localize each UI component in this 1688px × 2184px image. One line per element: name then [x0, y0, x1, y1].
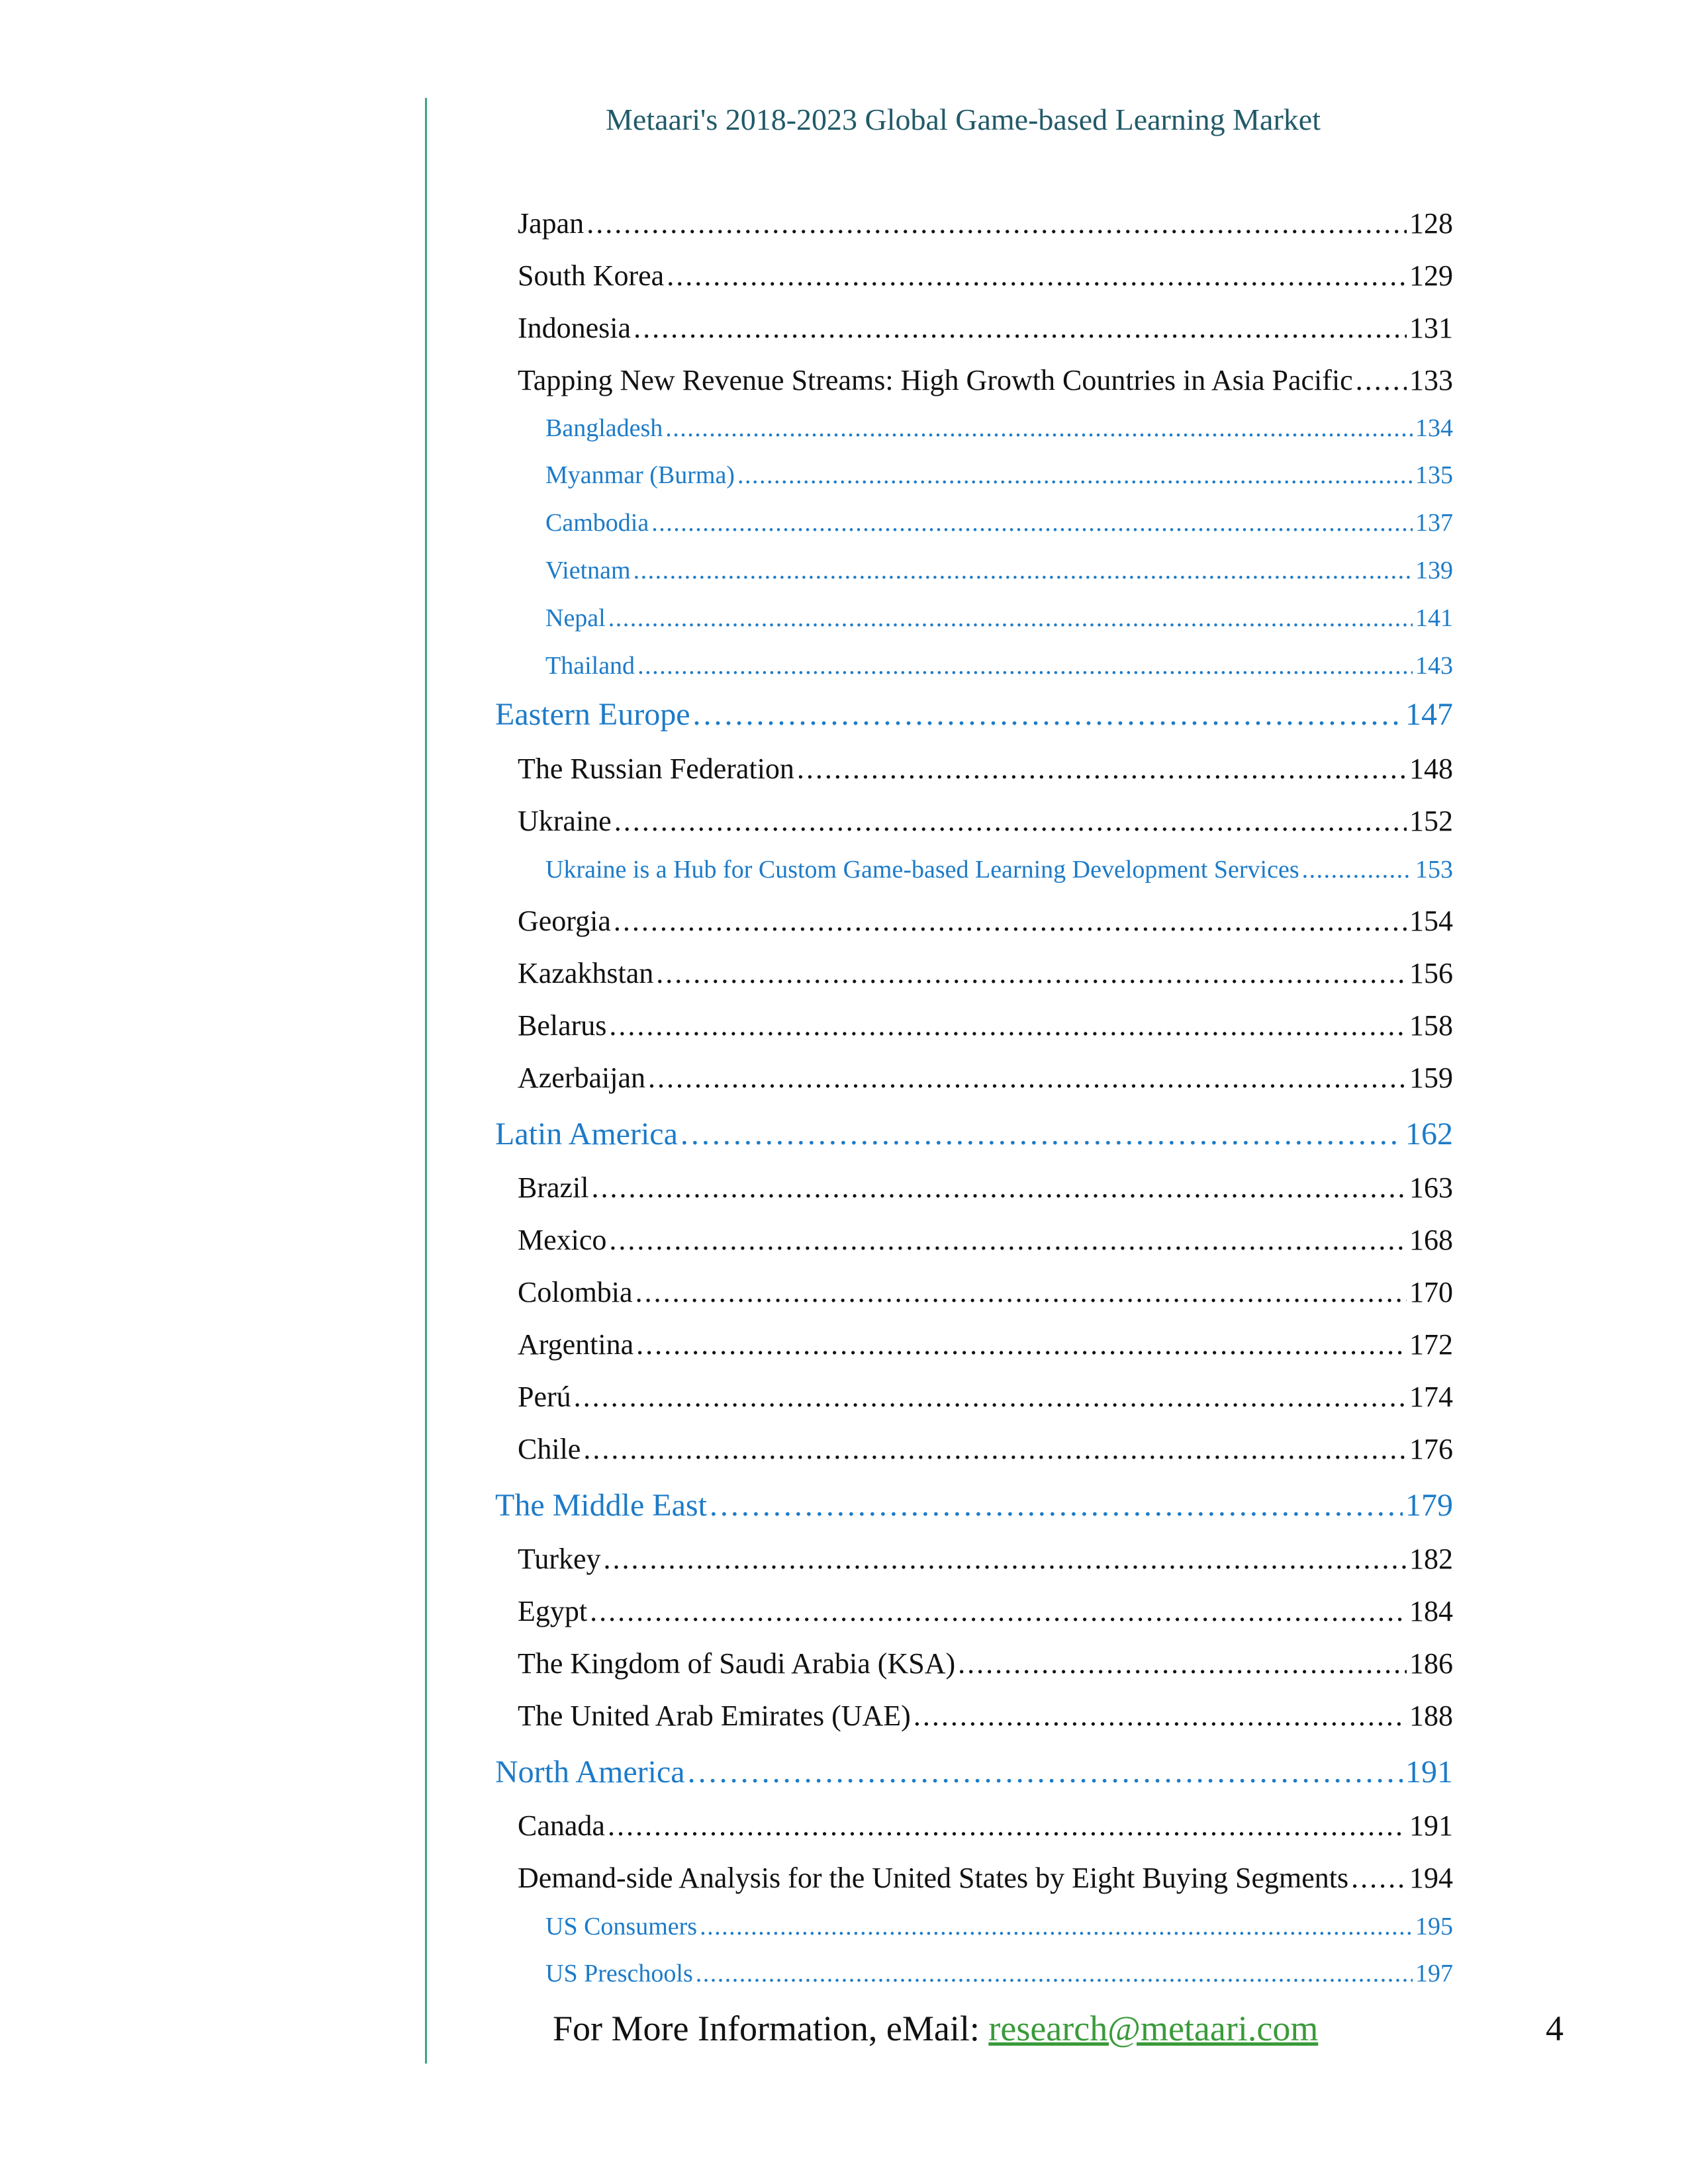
toc-entry-label: Myanmar (Burma)	[545, 461, 735, 489]
toc-entry-label: The Kingdom of Saudi Arabia (KSA)	[518, 1647, 956, 1680]
toc-entry-label: Argentina	[518, 1328, 634, 1361]
toc-entry-label: Japan	[518, 207, 585, 240]
toc-entry-label: Eastern Europe	[495, 697, 690, 732]
dot-leader	[609, 1009, 1407, 1042]
toc-entry[interactable]	[545, 414, 1453, 447]
dot-leader	[608, 604, 1413, 633]
toc-entry[interactable]	[518, 1542, 1453, 1579]
toc-entry-page: 159	[1409, 1062, 1453, 1094]
toc-entry-page: 162	[1405, 1116, 1453, 1152]
toc-entry-page: 184	[1409, 1595, 1453, 1627]
dot-leader	[665, 414, 1413, 443]
toc-entry-label: Ukraine is a Hub for Custom Game-based Learning Development Services	[545, 856, 1299, 884]
toc-entry[interactable]	[518, 1275, 1453, 1312]
dot-leader	[648, 1061, 1407, 1095]
toc-entry-page: 147	[1405, 697, 1453, 732]
dot-leader	[667, 259, 1407, 293]
dot-leader	[614, 804, 1407, 838]
dot-leader	[636, 1328, 1407, 1361]
toc-entry-label: Tapping New Revenue Streams: High Growth Countries in Asia Pacific	[518, 364, 1353, 396]
toc-entry-page: 179	[1405, 1488, 1453, 1523]
toc-entry-label: The Middle East	[495, 1488, 707, 1523]
toc-entry[interactable]	[545, 604, 1453, 637]
toc-entry-label: Bangladesh	[545, 414, 663, 442]
toc-entry-page: 153	[1415, 856, 1453, 884]
toc-entry[interactable]	[518, 1380, 1453, 1417]
toc-entry-page: 133	[1409, 364, 1453, 396]
dot-leader	[633, 311, 1407, 345]
toc-entry-label: Kazakhstan	[518, 957, 654, 989]
toc-entry[interactable]	[495, 696, 1453, 736]
toc-entry-page: 139	[1415, 557, 1453, 584]
toc-entry-label: US Preschools	[545, 1960, 693, 1987]
dot-leader	[710, 1487, 1403, 1524]
toc-entry-label: Azerbaijan	[518, 1062, 645, 1094]
toc-entry[interactable]	[545, 556, 1453, 589]
dot-leader	[592, 1171, 1407, 1205]
toc-entry-page: 172	[1409, 1328, 1453, 1361]
toc-entry-label: Thailand	[545, 652, 635, 680]
toc-entry-page: 152	[1409, 805, 1453, 837]
toc-entry[interactable]	[545, 651, 1453, 684]
toc-entry-page: 176	[1409, 1433, 1453, 1465]
toc-entry-label: Egypt	[518, 1595, 588, 1627]
toc-entry-page: 163	[1409, 1171, 1453, 1204]
toc-entry[interactable]	[518, 363, 1453, 400]
toc-entry-label: Mexico	[518, 1224, 607, 1256]
toc-entry-page: 197	[1415, 1960, 1453, 1987]
email-link[interactable]: research@metaari.com	[988, 2009, 1319, 2048]
toc-entry-label: Turkey	[518, 1543, 601, 1575]
toc-entry-label: Indonesia	[518, 312, 632, 344]
toc-entry[interactable]	[518, 1861, 1453, 1898]
toc-entry-page: 131	[1409, 312, 1453, 344]
toc-entry-label: Demand-side Analysis for the United States by Eight Buying Segments	[518, 1862, 1349, 1894]
dot-leader	[914, 1699, 1407, 1733]
page-footer	[553, 2005, 1318, 2052]
toc-entry-page: 135	[1415, 461, 1453, 489]
toc-entry-label: Latin America	[495, 1116, 678, 1152]
footer-prefix: For More Information, eMail:	[553, 2009, 989, 2048]
dot-leader	[633, 556, 1413, 585]
toc-entry-page: 174	[1409, 1381, 1453, 1413]
toc-entry-label: Canada	[518, 1809, 605, 1842]
toc-entry-page: 129	[1409, 259, 1453, 292]
toc-entry[interactable]	[495, 1116, 1453, 1156]
toc-entry[interactable]	[518, 259, 1453, 296]
toc-entry-label: The United Arab Emirates (UAE)	[518, 1700, 911, 1732]
dot-leader	[1351, 1861, 1407, 1895]
toc-entry-page: 156	[1409, 957, 1453, 989]
toc-entry-label: Vietnam	[545, 557, 631, 584]
dot-leader	[958, 1647, 1407, 1680]
toc-entry-page: 195	[1415, 1913, 1453, 1940]
toc-entry[interactable]	[518, 1061, 1453, 1098]
toc-entry-page: 182	[1409, 1543, 1453, 1575]
toc-entry-label: Perú	[518, 1381, 571, 1413]
toc-entry-label: Brazil	[518, 1171, 589, 1204]
toc-entry[interactable]	[518, 1432, 1453, 1469]
toc-entry-page: 137	[1415, 509, 1453, 537]
toc-entry-label: South Korea	[518, 259, 665, 292]
dot-leader	[797, 752, 1407, 786]
dot-leader	[574, 1380, 1407, 1414]
dot-leader	[696, 1959, 1413, 1988]
toc-entry[interactable]	[545, 1959, 1453, 1992]
toc-entry[interactable]	[545, 508, 1453, 541]
toc-entry-page: 141	[1415, 604, 1453, 632]
toc-entry-page: 191	[1409, 1809, 1453, 1842]
toc-entry[interactable]	[545, 855, 1453, 888]
dot-leader	[635, 1275, 1407, 1309]
dot-leader	[656, 956, 1407, 990]
dot-leader	[680, 1116, 1403, 1152]
dot-leader	[609, 1223, 1407, 1257]
dot-leader	[693, 696, 1403, 733]
toc-entry-page: 188	[1409, 1700, 1453, 1732]
toc-entry-page: 134	[1415, 414, 1453, 442]
dot-leader	[586, 206, 1407, 240]
dot-leader	[590, 1594, 1407, 1628]
dot-leader	[583, 1432, 1407, 1466]
toc-entry-page: 170	[1409, 1276, 1453, 1308]
dot-leader	[1302, 855, 1413, 884]
toc-entry[interactable]	[495, 1754, 1453, 1794]
toc-entry-page: 158	[1409, 1009, 1453, 1042]
toc-entry-label: Cambodia	[545, 509, 649, 537]
toc-entry-page: 186	[1409, 1647, 1453, 1680]
dot-leader	[608, 1809, 1407, 1843]
toc-entry-label: Georgia	[518, 905, 611, 937]
toc-entry-page: 128	[1409, 207, 1453, 240]
toc-entry[interactable]	[518, 956, 1453, 993]
toc-entry-label: Ukraine	[518, 805, 612, 837]
toc-entry[interactable]	[518, 1699, 1453, 1736]
page-number: 4	[1546, 2009, 1564, 2048]
dot-leader	[700, 1912, 1413, 1941]
toc-entry-page: 143	[1415, 652, 1453, 680]
toc-entry-label: Colombia	[518, 1276, 633, 1308]
toc-entry[interactable]	[518, 311, 1453, 348]
toc-entry[interactable]	[518, 1171, 1453, 1208]
toc-entry[interactable]	[518, 1223, 1453, 1260]
toc-entry-label: Belarus	[518, 1009, 607, 1042]
toc-entry-label: Nepal	[545, 604, 606, 632]
toc-entry[interactable]	[518, 904, 1453, 941]
toc-entry[interactable]	[518, 1809, 1453, 1846]
header-title: Metaari's 2018-2023 Global Game-based Learning Market	[606, 103, 1321, 136]
dot-leader	[614, 904, 1407, 938]
toc-entry[interactable]	[518, 206, 1453, 244]
dot-leader	[737, 461, 1413, 490]
toc-entry-page: 191	[1405, 1754, 1453, 1790]
toc-entry[interactable]	[518, 1328, 1453, 1365]
toc-entry-label: US Consumers	[545, 1913, 698, 1940]
toc-entry-label: North America	[495, 1754, 685, 1790]
toc-entry-page: 168	[1409, 1224, 1453, 1256]
toc-entry[interactable]	[518, 752, 1453, 789]
toc-entry-page: 154	[1409, 905, 1453, 937]
dot-leader	[651, 508, 1413, 537]
toc-entry[interactable]	[545, 1912, 1453, 1945]
dot-leader	[604, 1542, 1407, 1576]
toc-entry-page: 194	[1409, 1862, 1453, 1894]
dot-leader	[1356, 363, 1407, 397]
toc-entry-label: Chile	[518, 1433, 581, 1465]
toc-entry[interactable]	[495, 1487, 1453, 1527]
toc-entry[interactable]	[518, 1009, 1453, 1046]
toc-entry[interactable]	[518, 804, 1453, 841]
toc-entry[interactable]	[518, 1594, 1453, 1631]
toc-entry[interactable]	[545, 461, 1453, 494]
toc-entry-label: The Russian Federation	[518, 752, 794, 785]
toc-entry-page: 148	[1409, 752, 1453, 785]
toc-entry[interactable]	[518, 1647, 1453, 1684]
dot-leader	[688, 1754, 1403, 1790]
dot-leader	[637, 651, 1413, 680]
